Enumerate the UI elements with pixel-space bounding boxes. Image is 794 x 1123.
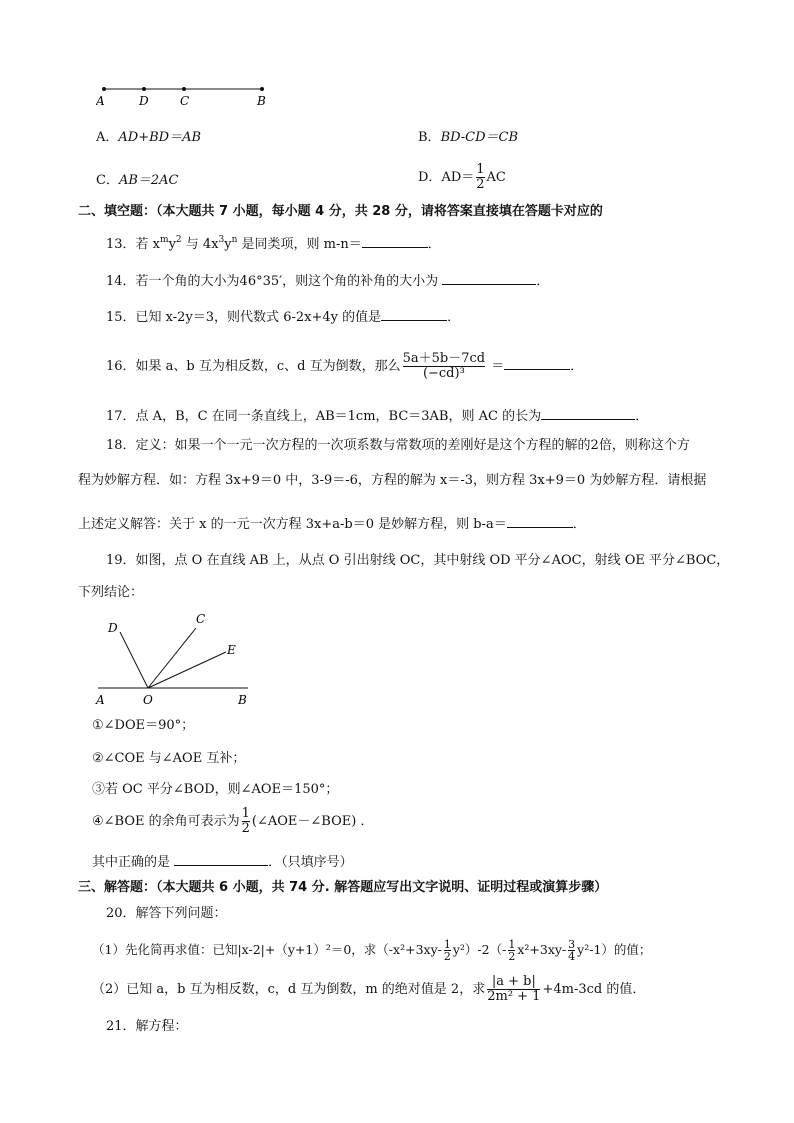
question-18-line-3: 上述定义解答：关于 x 的一元一次方程 3x+a-b＝0 是妙解方程，则 b-a＝ ． bbox=[78, 513, 586, 534]
question-18-line-1: 18．定义：如果一个一元一次方程的一次项系数与常数项的差刚好是这个方程的解的2倍，则称这个方 bbox=[106, 438, 690, 453]
fraction: $\frac{1}{2}$ bbox=[476, 162, 485, 192]
option-a: A．AD+BD＝AB bbox=[96, 130, 202, 145]
question-16: 16．如果 a、b 互为相反数，c、d 互为倒数，那么 $\frac{5a+5b-7cd}{\text{(−cd)³}}$ ＝ ． bbox=[106, 351, 584, 381]
option-b: B．BD-CD＝CB bbox=[418, 130, 519, 145]
conclusion-1: ①∠DOE＝90°； bbox=[92, 718, 195, 733]
fraction: $\frac{1}{2}$ bbox=[508, 938, 516, 963]
question-17: 17．点 A，B，C 在同一条直线上，AB＝1cm，BC＝3AB，则 AC 的长为 ． bbox=[106, 405, 648, 426]
question-21: 21．解方程： bbox=[106, 1019, 188, 1034]
conclusion-4: ④∠BOE 的余角可表示为 $\frac{1}{2}$ (∠AOE－∠BOE) ． bbox=[92, 806, 374, 836]
answer-blank[interactable] bbox=[381, 306, 447, 321]
conclusion-3: ③若 OC 平分∠BOD，则∠AOE＝150°； bbox=[92, 782, 339, 797]
label-c: C bbox=[196, 612, 206, 626]
fraction: $\frac{1}{2}$ bbox=[443, 938, 451, 963]
fraction: $\frac{5a+5b-7cd}{\text{(−cd)³}}$ bbox=[402, 351, 486, 381]
section-3-title: 三、解答题：（本大题共 6 小题，共 74 分. 解答题应写出文字说明、证明过程或演算步骤） bbox=[78, 880, 608, 895]
answer-blank[interactable] bbox=[504, 355, 570, 370]
question-13: 13．若 $x^my^2$ 与 $4x^3y^n$ 是同类项，则 m-n＝ ． bbox=[106, 235, 441, 252]
question-20-part-1: （1）先化简再求值：已知|x-2|+（y+1）²＝0，求（-x²+3xy- $\frac{1}{2}$ y²）-2（- $\frac{1}{2}$ x²+3xy- $\frac{3}{4}$ y²-1）的值； bbox=[92, 938, 652, 963]
question-19-line-1: 19．如图，点 O 在直线 AB 上，从点 O 引出射线 OC，其中射线 OD 平分∠AOC，射线 OE 平分∠BOC， bbox=[106, 553, 730, 568]
question-20: 20．解答下列问题： bbox=[106, 906, 227, 921]
point-label-d: D bbox=[139, 94, 149, 108]
answer-blank[interactable] bbox=[507, 513, 573, 528]
fraction: $\frac{|a + b|}{\text{2m² + 1}}$ bbox=[487, 974, 541, 1004]
segment-figure bbox=[96, 80, 276, 110]
question-15: 15．已知 x-2y＝3，则代数式 6-2x+4y 的值是 ． bbox=[106, 306, 460, 327]
label-e: E bbox=[227, 643, 236, 657]
answer-blank[interactable] bbox=[541, 405, 635, 420]
point-label-c: C bbox=[180, 94, 190, 108]
point-label-a: A bbox=[96, 94, 105, 108]
fraction: $\frac{3}{4}$ bbox=[568, 938, 576, 963]
option-c: C．AB＝2AC bbox=[96, 173, 179, 188]
label-d: D bbox=[108, 621, 118, 635]
angle-figure bbox=[92, 608, 262, 712]
section-2-title: 二、填空题：（本大题共 7 小题，每小题 4 分，共 28 分，请将答案直接填在答题卡对应的 bbox=[78, 204, 603, 219]
option-d: D．AD＝ $\frac{1}{2}$ AC bbox=[418, 162, 506, 192]
answer-blank[interactable] bbox=[442, 270, 536, 285]
question-19-line-2: 下列结论： bbox=[78, 585, 144, 600]
label-o: O bbox=[143, 693, 153, 707]
question-19-answer: 其中正确的是 ．（只填序号） bbox=[92, 851, 353, 872]
fraction: $\frac{1}{2}$ bbox=[241, 806, 250, 836]
point-label-b: B bbox=[257, 94, 266, 108]
answer-blank[interactable] bbox=[362, 233, 428, 248]
label-b: B bbox=[238, 693, 247, 707]
question-14: 14．若一个角的大小为46°35′，则这个角的补角的大小为 ． bbox=[106, 270, 549, 291]
label-a: A bbox=[96, 693, 105, 707]
question-20-part-2: （2）已知 a，b 互为相反数，c，d 互为倒数，m 的绝对值是 2，求 $\frac{|a + b|}{\text{2m² + 1}}$ +4m-3cd 的值． bbox=[92, 974, 646, 1004]
conclusion-2: ②∠COE 与∠AOE 互补； bbox=[92, 751, 246, 766]
answer-blank[interactable] bbox=[174, 851, 268, 866]
question-18-line-2: 程为妙解方程．如：方程 3x+9＝0 中，3-9＝-6，方程的解为 x＝-3，则方程 3x+9＝0 为妙解方程．请根据 bbox=[78, 473, 707, 488]
